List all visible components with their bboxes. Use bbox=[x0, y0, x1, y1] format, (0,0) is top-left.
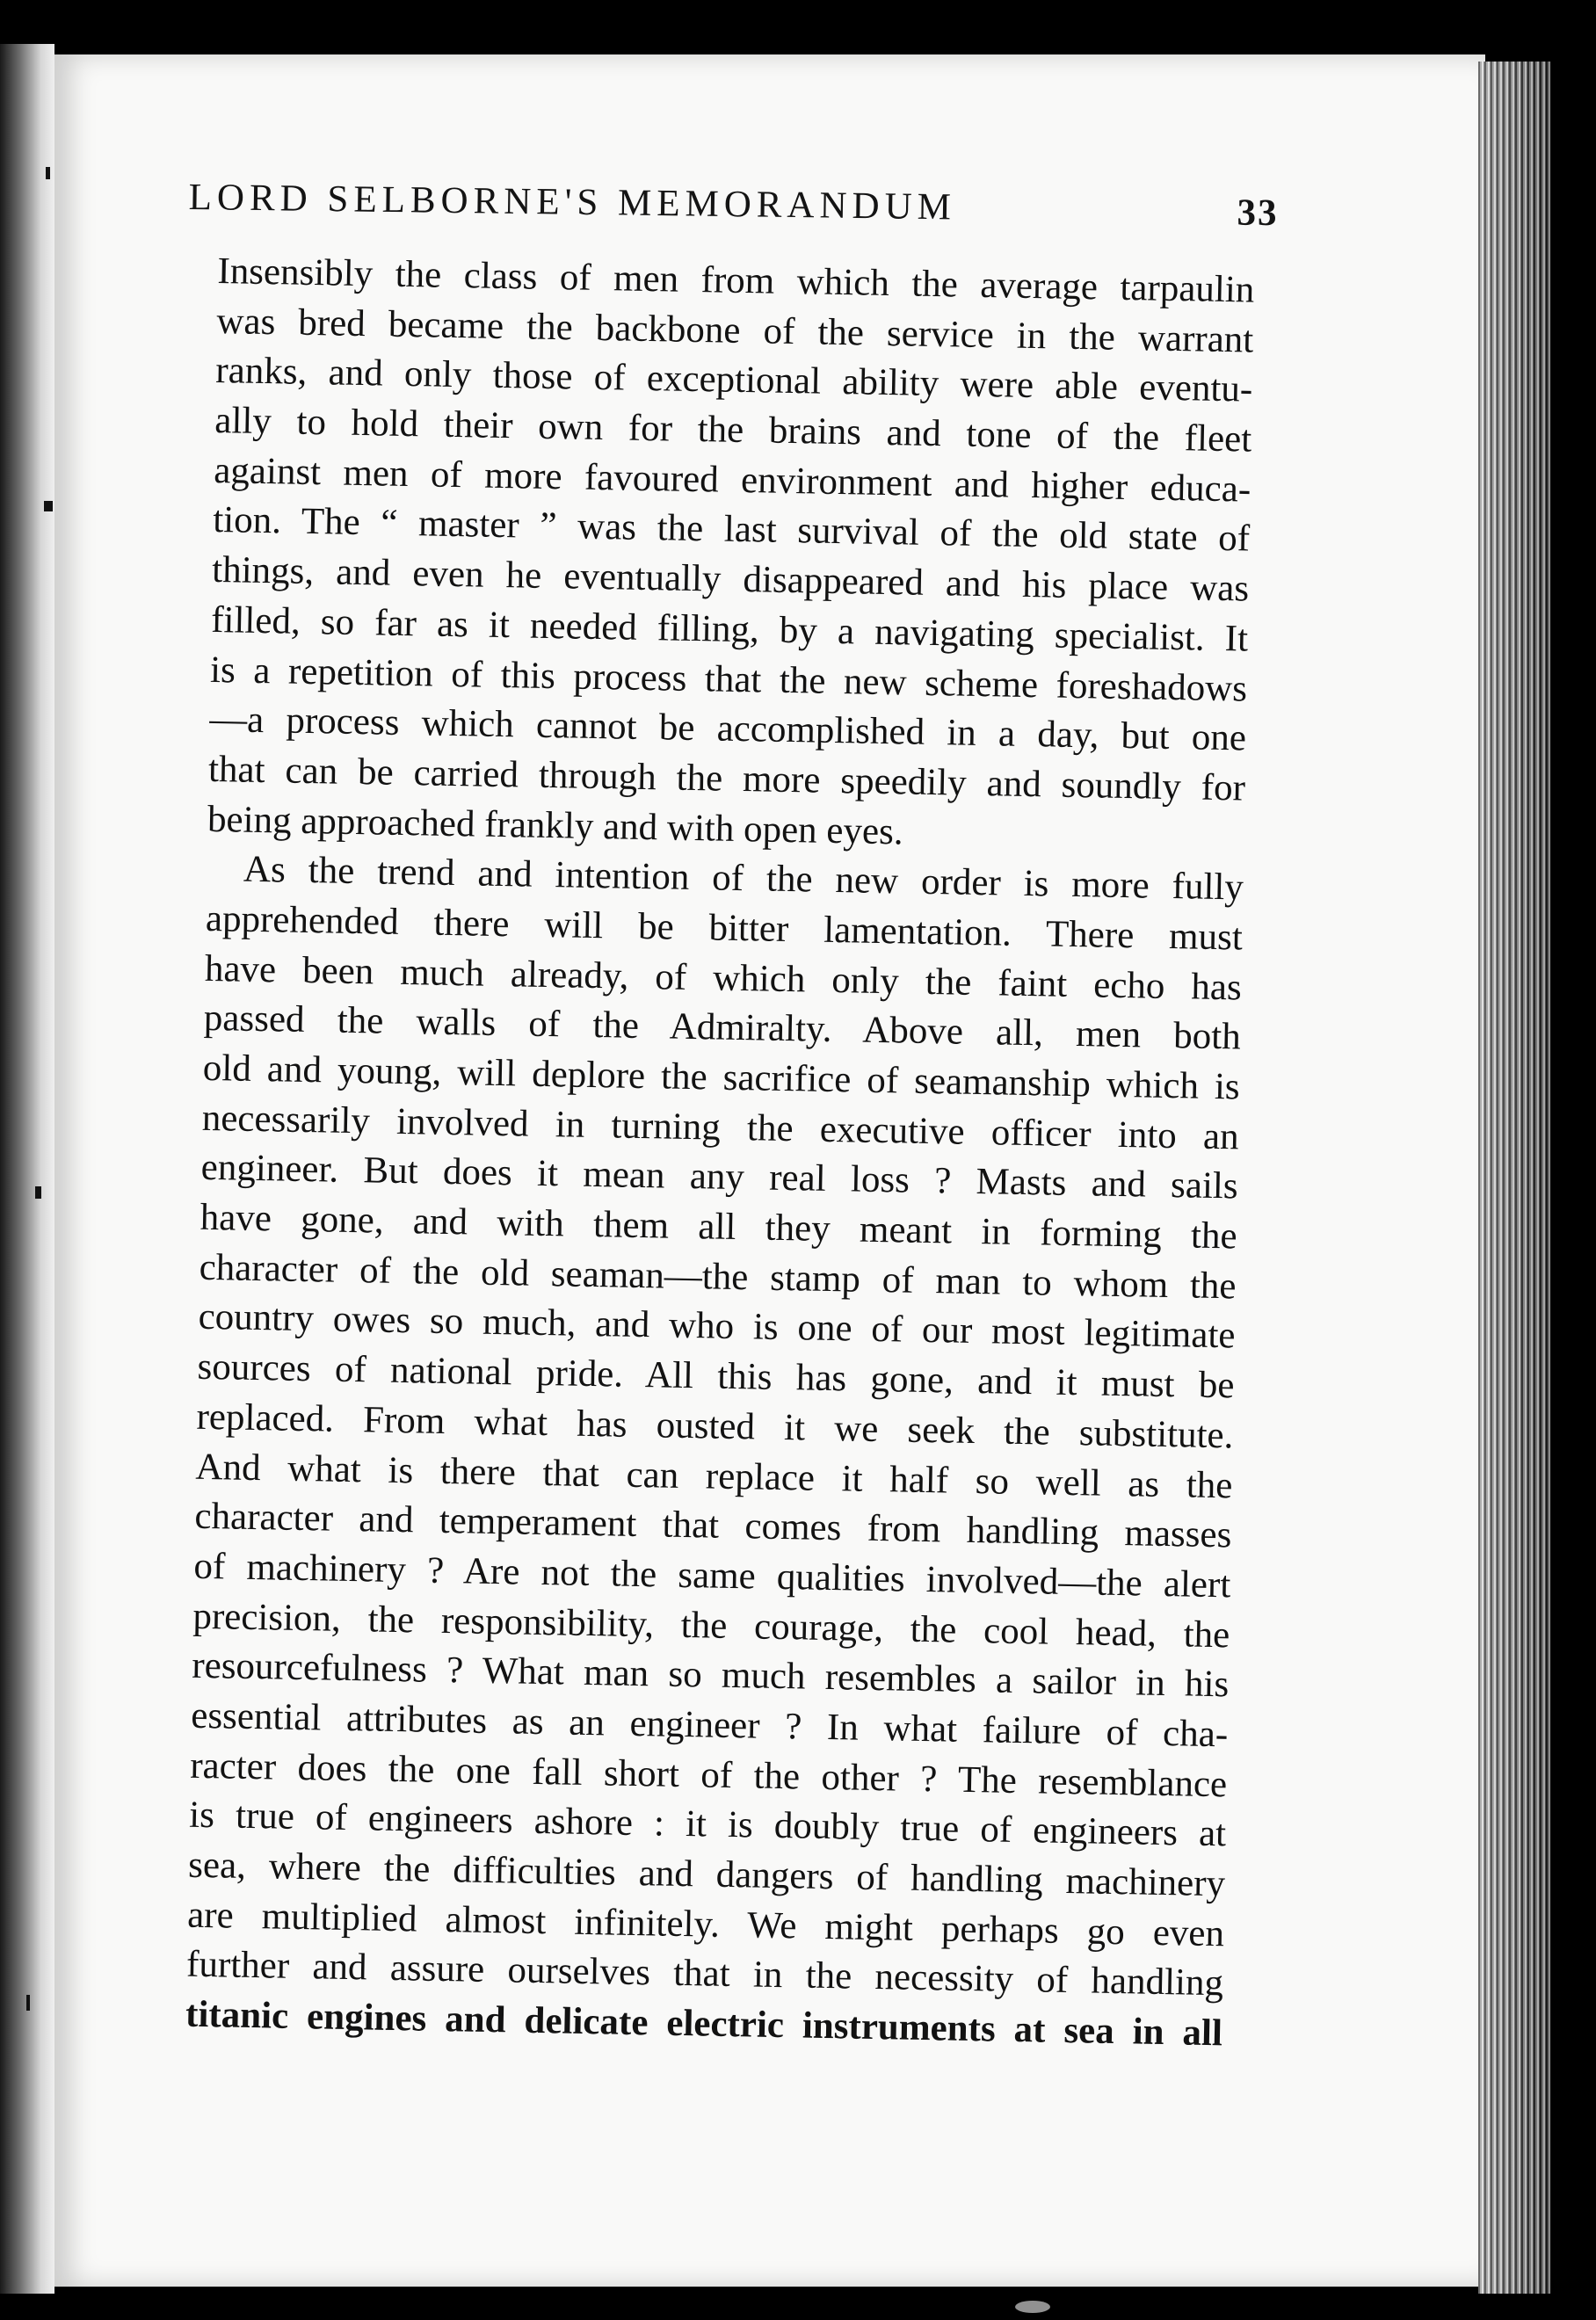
text-line: Insensibly the class of men from which the average tarpaulin bbox=[217, 250, 1255, 311]
text-line: against men of more favoured environment and higher educa- bbox=[213, 449, 1251, 511]
text-line: replaced. From what has ousted it we seek the substitute. bbox=[196, 1396, 1234, 1457]
paragraph bbox=[207, 247, 1255, 864]
text-line: necessarily involved in turning the executive officer into an bbox=[201, 1097, 1240, 1158]
text-line: sea, where the difficulties and dangers of handling machinery bbox=[187, 1844, 1226, 1905]
scan-mark bbox=[44, 501, 53, 511]
text-line: is true of engineers ashore : it is doubly true of engineers at bbox=[188, 1794, 1227, 1855]
text-line: have gone, and with them all they meant in forming the bbox=[200, 1196, 1237, 1258]
text-line: racter does the one fall short of the other ? The resemblance bbox=[189, 1744, 1228, 1805]
text-line: is a repetition of this process that the new scheme foreshadows bbox=[209, 649, 1248, 710]
text-line: precision, the responsibility, the courage, the cool head, the bbox=[192, 1595, 1230, 1656]
previous-page-edge bbox=[0, 44, 54, 2294]
page-number: 33 bbox=[1237, 192, 1279, 235]
text-line: things, and even he eventually disappeared and his place was bbox=[211, 549, 1250, 610]
text-line: tion. The “ master ” was the last survival of the old state of bbox=[212, 499, 1251, 561]
text-line: titanic engines and delicate electric instruments at sea in all bbox=[185, 1993, 1223, 2055]
text-line: engineer. But does it mean any real loss ? Masts and sails bbox=[200, 1147, 1239, 1207]
text-line: was bred became the backbone of the service in the warrant bbox=[216, 300, 1254, 361]
text-line: —a process which cannot be accomplished in a day, but one bbox=[208, 699, 1247, 759]
text-line: country owes so much, and who is one of our most legitimate bbox=[198, 1296, 1236, 1357]
text-line: further and assure ourselves that in the necessity of handling bbox=[185, 1944, 1224, 2005]
text-line: that can be carried through the more speedily and soundly for bbox=[207, 748, 1246, 809]
text-line: apprehended there will be bitter lamentation. There must bbox=[205, 897, 1244, 959]
text-line: character of the old seaman—the stamp of man to whom the bbox=[199, 1246, 1237, 1308]
text-line: And what is there that can replace it half so well as the bbox=[195, 1446, 1233, 1506]
page-stack-shade bbox=[1478, 62, 1550, 2294]
text-line: being approached frankly and with open eyes. bbox=[207, 798, 904, 852]
text-line: character and temperament that comes from handling masses bbox=[194, 1495, 1232, 1556]
text-line: of machinery ? Are not the same qualities involved—the alert bbox=[193, 1545, 1231, 1606]
text-line: filled, so far as it needed filling, by a navigating specialist. It bbox=[210, 598, 1249, 660]
scan-mark bbox=[46, 167, 50, 179]
text-line: have been much already, of which only the faint echo has bbox=[204, 947, 1243, 1009]
text-line: ranks, and only those of exceptional ability were able eventu- bbox=[214, 350, 1253, 410]
text-line: ally to hold their own for the brains and tone of the fleet bbox=[214, 400, 1252, 460]
text-line: passed the walls of the Admiralty. Above all, men both bbox=[203, 997, 1242, 1058]
paragraph bbox=[185, 845, 1244, 2059]
text-line: old and young, will deplore the sacrifice of seamanship which is bbox=[202, 1047, 1241, 1108]
body-text bbox=[185, 247, 1255, 2059]
text-line: essential attributes as an engineer ? In what failure of cha- bbox=[190, 1694, 1229, 1756]
text-line: are multiplied almost infinitely. We might perhaps go even bbox=[186, 1894, 1225, 1954]
text-line: sources of national pride. All this has gone, and it must be bbox=[197, 1345, 1235, 1407]
running-head-title: LORD SELBORNE'S MEMORANDUM bbox=[188, 176, 957, 228]
scan-speck bbox=[1015, 2301, 1050, 2313]
text-line: As the trend and intention of the new order is more fully bbox=[243, 848, 1244, 909]
scan-mark bbox=[35, 1186, 41, 1199]
text-line: resourcefulness ? What man so much resembles a sailor in his bbox=[191, 1644, 1230, 1706]
scan-mark bbox=[26, 1995, 30, 2011]
